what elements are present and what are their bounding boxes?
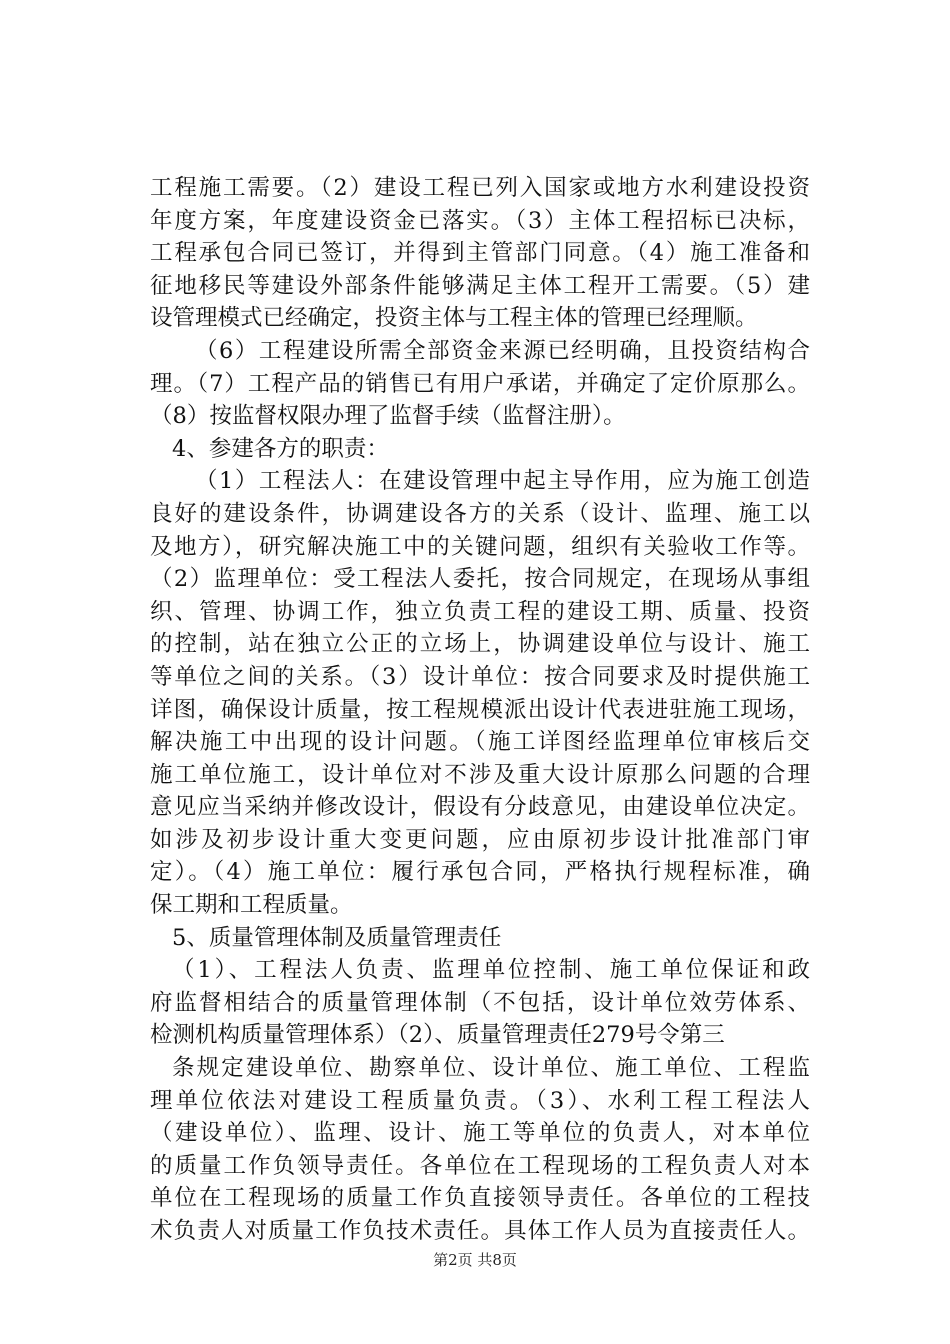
- text-line: 解决施工中出现的设计问题。（施工详图经监理单位审核后交: [150, 729, 810, 756]
- text-line: 工程承包合同已签订，并得到主管部门同意。（4）施工准备和: [150, 240, 810, 267]
- text-line: 理单位依法对建设工程质量负责。（3）、水利工程工程法人: [150, 1087, 810, 1114]
- text-line: 单位在工程现场的质量工作负直接领导责任。各单位的工程技: [150, 1185, 810, 1212]
- text-line: 条规定建设单位、勘察单位、设计单位、施工单位、工程监: [172, 1055, 810, 1082]
- text-line: 征地移民等建设外部条件能够满足主体工程开工需要。（5）建: [150, 272, 810, 299]
- text-line: 意见应当采纳并修改设计，假设有分歧意见，由建设单位决定。: [150, 794, 810, 821]
- text-line: 及地方），研究解决施工中的关键问题，组织有关验收工作等。: [150, 533, 810, 560]
- body-text: [150, 172, 810, 1248]
- text-line: 年度方案，年度建设资金已落实。（3）主体工程招标已决标，: [150, 207, 810, 234]
- text-line: 检测机构质量管理体系）（2）、质量管理责任279号令第三: [150, 1022, 725, 1049]
- text-line: 施工单位施工，设计单位对不涉及重大设计原那么问题的合理: [150, 761, 810, 788]
- text-line: （1）工程法人：在建设管理中起主导作用，应为施工创造: [195, 468, 810, 495]
- text-line: （2）监理单位：受工程法人委托，按合同规定，在现场从事组: [150, 566, 810, 593]
- page-footer: 第2页 共8页: [433, 1251, 517, 1269]
- text-line: 保工期和工程质量。: [150, 892, 353, 919]
- text-line: 详图，确保设计质量，按工程规模派出设计代表进驻施工现场，: [150, 696, 810, 723]
- text-line: 理。（7）工程产品的销售已有用户承诺，并确定了定价原那么。: [150, 370, 810, 397]
- text-line: 定）。（4）施工单位：履行承包合同，严格执行规程标准，确: [150, 859, 810, 886]
- text-line: （建设单位）、监理、设计、施工等单位的负责人，对本单位: [150, 1120, 810, 1147]
- text-line: 4、参建各方的职责：: [172, 435, 389, 462]
- text-line: 的质量工作负领导责任。各单位在工程现场的工程负责人对本: [150, 1152, 810, 1179]
- text-line: （6）工程建设所需全部资金来源已经明确，且投资结构合: [195, 337, 810, 364]
- text-line: 如涉及初步设计重大变更问题，应由原初步设计批准部门审: [150, 826, 810, 853]
- text-line: 织、管理、协调工作，独立负责工程的建设工期、质量、投资: [150, 598, 810, 625]
- text-line: 工程施工需要。（2）建设工程已列入国家或地方水利建设投资: [150, 175, 810, 201]
- text-line: 府监督相结合的质量管理体制（不包括，设计单位效劳体系、: [150, 989, 810, 1016]
- text-line: 设管理模式已经确定，投资主体与工程主体的管理已经理顺。: [150, 305, 758, 332]
- text-line: 术负责人对质量工作负技术责任。具体工作人员为直接责任人。: [150, 1218, 810, 1244]
- text-line: 5、质量管理体制及质量管理责任: [172, 924, 502, 951]
- text-line: 良好的建设条件，协调建设各方的关系（设计、监理、施工以: [150, 500, 810, 527]
- text-line: 的控制，站在独立公正的立场上，协调建设单位与设计、施工: [150, 631, 810, 658]
- text-line: （1）、工程法人负责、监理单位控制、施工单位保证和政: [172, 957, 810, 984]
- text-line: （8）按监督权限办理了监督手续（监督注册）。: [150, 403, 626, 430]
- text-line: 等单位之间的关系。（3）设计单位：按合同要求及时提供施工: [150, 663, 810, 690]
